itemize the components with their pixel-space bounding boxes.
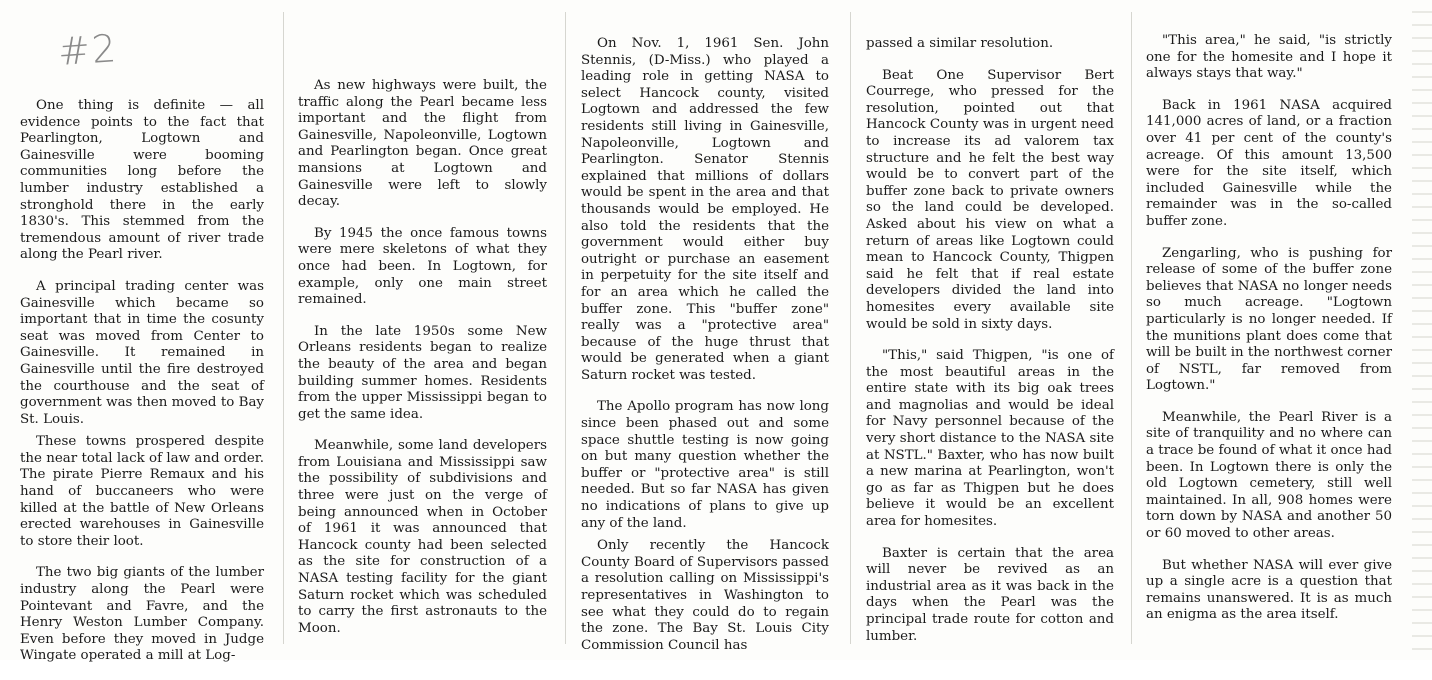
paragraph: On Nov. 1, 1961 Sen. John Stennis, (D-Miss.) who played a leading role in getting NASA to select Hancock county, visited Logtown and addressed the few residents still living in Gainesville, Napoleonville, Logtown and Pearlington. Senator Stennis explained that millions of dollars would be spent in the area and that thousands would be employed. He also told the residents that the government would either buy outright or purchase an easement in perpetuity for the site itself and for an area which he called the buffer zone. This "buffer zone" really was a "protective area" because of the huge thrust that would be generated when a giant Saturn rocket was tested. bbox=[581, 36, 829, 383]
paragraph: "This," said Thigpen, "is one of the most beautiful areas in the entire state with its big oak trees and magnolias and would be ideal for Navy personnel because of the very short distance to the NASA site at NSTL." Baxter, who has now built a new marina at Pearlington, won't go as far as Thigpen but he does believe it would be an excellent area for homesites. bbox=[866, 348, 1114, 530]
paragraph: Zengarling, who is pushing for release of some of the buffer zone believes that NASA no longer needs so much acreage. "Logtown particularly is no longer needed. If the munitions plant does come that will be built in the northwest corner of NSTL, far removed from Logtown." bbox=[1146, 245, 1392, 394]
paragraph: Beat One Supervisor Bert Courrege, who pressed for the resolution, pointed out that Hancock County was in urgent need to increase its ad valorem tax structure and he felt the best way would be to convert part of the buffer zone back to private owners so the land could be developed. Asked about his view on what a return of areas like Logtown could mean to Hancock County, Thigpen said he felt that if real estate developers divided the land into homesites every available site would be sold in sixty days. bbox=[866, 67, 1114, 332]
column-divider bbox=[850, 12, 851, 644]
paragraph: Only recently the Hancock County Board of Supervisors passed a resolution calling on Mississippi's representatives in Washington to see what they could do to regain the zone. The Bay St. Louis City Commission Council has bbox=[581, 538, 829, 653]
paragraph: Meanwhile, the Pearl River is a site of tranquility and no where can a trace be found of what it once had been. In Logtown there is only the old Logtown cemetery, still well maintained. In all, 908 homes were torn down by NASA and another 50 or 60 moved to other areas. bbox=[1146, 409, 1392, 542]
paragraph: As new highways were built, the traffic along the Pearl became less important and the flight from Gainesville, Napoleonville, Logtown and Pearlington began. Once great mansions at Logtown and Gainesville were left to slowly decay. bbox=[298, 78, 547, 210]
paragraph: By 1945 the once famous towns were mere skeletons of what they once had been. In Logtown, for example, only one main street remained. bbox=[298, 225, 547, 308]
torn-page-edge bbox=[1412, 0, 1432, 660]
paragraph: The Apollo program has now long since been phased out and some space shuttle testing is now going on but many question whether the buffer or "protective area" is still needed. But so far NASA has given no indications of plans to give up any of the land. bbox=[581, 399, 829, 531]
paragraph: A principal trading center was Gainesville which became so important that in time the cosunty seat was moved from Center to Gainesville. It remained in Gainesville until the fire destroyed the courthouse and the seat of government was then moved to Bay St. Louis. bbox=[20, 278, 264, 427]
paragraph: Baxter is certain that the area will never be revived as an industrial area as it was back in the days when the Pearl was the principal trade route for cotton and lumber. bbox=[866, 545, 1114, 644]
paragraph: But whether NASA will ever give up a single acre is a question that remains unanswered. It is as much an enigma as the area itself. bbox=[1146, 557, 1392, 623]
article-column-1 bbox=[20, 98, 264, 680]
column-divider bbox=[283, 12, 284, 644]
article-column-3 bbox=[581, 36, 829, 669]
paragraph: Back in 1961 NASA acquired 141,000 acres of land, or a fraction over 41 per cent of the county's acreage. Of this amount 13,500 were for the site itself, which included Gainesville while the remainder was in the so-called buffer zone. bbox=[1146, 97, 1392, 229]
column-divider bbox=[1131, 12, 1132, 644]
paragraph: "This area," he said, "is strictly one for the homesite and I hope it always stays that way." bbox=[1146, 33, 1392, 82]
paragraph: In the late 1950s some New Orleans residents began to realize the beauty of the area and began building summer homes. Residents from the upper Mississippi began to get the same idea. bbox=[298, 323, 547, 422]
paragraph: passed a similar resolution. bbox=[866, 36, 1054, 51]
paragraph: One thing is definite — all evidence points to the fact that Pearlington, Logtown and Gainesville were booming communities long before the lumber industry established a stronghold there in the early 1830's. This stemmed from the tremendous amount of river trade along the Pearl river. bbox=[20, 98, 264, 263]
paragraph: These towns prospered despite the near total lack of law and order. The pirate Pierre Remaux and his hand of buccaneers who were killed at the battle of New Orleans erected warehouses in Gainesville to store their loot. bbox=[20, 434, 264, 549]
article-column-4 bbox=[866, 36, 1114, 660]
handwritten-page-number: #2 bbox=[56, 25, 120, 75]
article-column-5 bbox=[1146, 33, 1392, 639]
column-divider bbox=[565, 12, 566, 644]
article-column-2 bbox=[298, 78, 547, 652]
paragraph: The two big giants of the lumber industry along the Pearl were Pointevant and Favre, and the Henry Weston Lumber Company. Even before they moved in Judge Wingate operated a mill at Log- bbox=[20, 565, 264, 664]
paragraph: Meanwhile, some land developers from Louisiana and Mississippi saw the possibility of subdivisions and three were just on the verge of being announced when in October of 1961 it was announced that Hancock county had been selected as the site for construction of a NASA testing facility for the giant Saturn rocket which was scheduled to carry the first astronauts to the Moon. bbox=[298, 438, 547, 636]
